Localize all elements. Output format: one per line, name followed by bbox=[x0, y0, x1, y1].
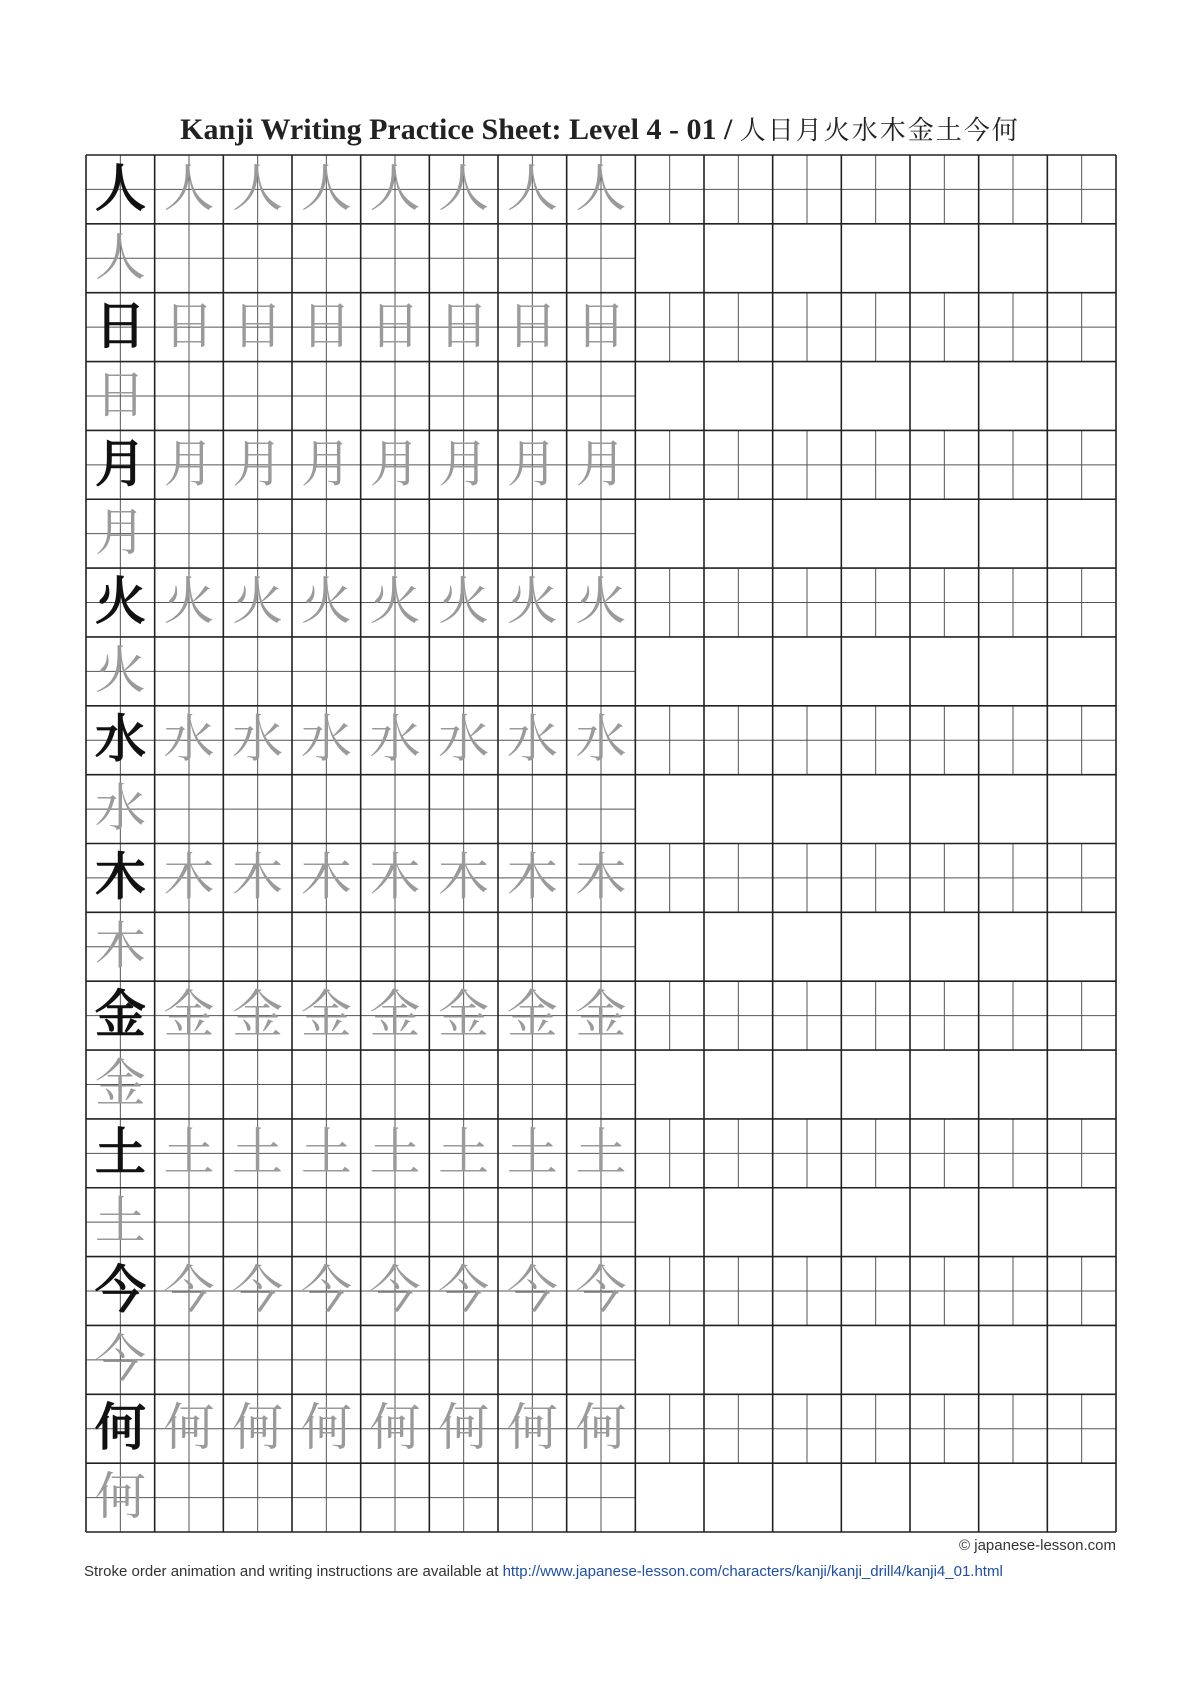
trace-kanji: 日 bbox=[232, 297, 284, 357]
model-kanji: 火 bbox=[94, 573, 146, 633]
trace-kanji: 金 bbox=[575, 986, 627, 1046]
trace-kanji: 水 bbox=[232, 710, 284, 770]
trace-kanji: 何 bbox=[575, 1399, 627, 1459]
trace-kanji: 今 bbox=[94, 1330, 146, 1390]
trace-kanji: 月 bbox=[300, 435, 352, 495]
grid-lines bbox=[86, 155, 1116, 1532]
footer bbox=[84, 1563, 1124, 1580]
trace-kanji: 水 bbox=[94, 779, 146, 839]
trace-kanji: 人 bbox=[232, 159, 284, 219]
trace-kanji: 土 bbox=[232, 1123, 284, 1183]
trace-kanji: 何 bbox=[163, 1399, 215, 1459]
trace-kanji: 今 bbox=[369, 1261, 421, 1321]
trace-kanji: 日 bbox=[94, 366, 146, 426]
trace-kanji: 金 bbox=[438, 986, 490, 1046]
trace-kanji: 今 bbox=[163, 1261, 215, 1321]
trace-kanji: 木 bbox=[232, 848, 284, 908]
trace-kanji: 金 bbox=[300, 986, 352, 1046]
trace-kanji: 金 bbox=[232, 986, 284, 1046]
trace-kanji: 人 bbox=[94, 228, 146, 288]
footer-text: Stroke order animation and writing instructions are available at bbox=[84, 1563, 503, 1580]
trace-kanji: 今 bbox=[300, 1261, 352, 1321]
trace-kanji: 日 bbox=[163, 297, 215, 357]
trace-kanji: 日 bbox=[300, 297, 352, 357]
trace-kanji: 月 bbox=[506, 435, 558, 495]
trace-kanji: 人 bbox=[506, 159, 558, 219]
model-kanji: 水 bbox=[94, 710, 146, 770]
trace-kanji: 月 bbox=[575, 435, 627, 495]
model-kanji: 月 bbox=[94, 435, 146, 495]
trace-kanji: 今 bbox=[438, 1261, 490, 1321]
trace-kanji: 月 bbox=[163, 435, 215, 495]
trace-kanji: 火 bbox=[369, 573, 421, 633]
trace-kanji: 火 bbox=[163, 573, 215, 633]
trace-kanji: 何 bbox=[438, 1399, 490, 1459]
footer-link[interactable]: http://www.japanese-lesson.com/characters/kanji/kanji_drill4/kanji4_01.html bbox=[502, 1563, 1003, 1580]
model-kanji: 何 bbox=[94, 1399, 146, 1459]
trace-kanji: 土 bbox=[575, 1123, 627, 1183]
trace-kanji: 木 bbox=[369, 848, 421, 908]
trace-kanji: 何 bbox=[369, 1399, 421, 1459]
trace-kanji: 木 bbox=[506, 848, 558, 908]
trace-kanji: 何 bbox=[300, 1399, 352, 1459]
trace-kanji: 木 bbox=[575, 848, 627, 908]
trace-kanji: 何 bbox=[94, 1468, 146, 1528]
model-kanji: 今 bbox=[94, 1261, 146, 1321]
model-kanji: 土 bbox=[94, 1123, 146, 1183]
trace-kanji: 月 bbox=[369, 435, 421, 495]
trace-kanji: 人 bbox=[369, 159, 421, 219]
trace-kanji: 水 bbox=[506, 710, 558, 770]
trace-kanji: 日 bbox=[575, 297, 627, 357]
trace-kanji: 水 bbox=[438, 710, 490, 770]
title-main: Kanji Writing Practice Sheet: Level 4 - 01 / bbox=[180, 113, 740, 146]
trace-kanji: 火 bbox=[438, 573, 490, 633]
trace-kanji: 人 bbox=[438, 159, 490, 219]
trace-kanji: 水 bbox=[163, 710, 215, 770]
trace-kanji: 土 bbox=[506, 1123, 558, 1183]
trace-kanji: 土 bbox=[300, 1123, 352, 1183]
trace-kanji: 今 bbox=[575, 1261, 627, 1321]
trace-kanji: 人 bbox=[300, 159, 352, 219]
trace-kanji: 土 bbox=[369, 1123, 421, 1183]
trace-kanji: 木 bbox=[300, 848, 352, 908]
trace-kanji: 火 bbox=[94, 641, 146, 701]
trace-kanji: 土 bbox=[438, 1123, 490, 1183]
model-kanji: 金 bbox=[94, 986, 146, 1046]
model-kanji: 人 bbox=[94, 159, 146, 219]
trace-kanji: 日 bbox=[438, 297, 490, 357]
trace-kanji: 何 bbox=[232, 1399, 284, 1459]
trace-kanji: 人 bbox=[163, 159, 215, 219]
trace-kanji: 火 bbox=[300, 573, 352, 633]
trace-kanji: 木 bbox=[163, 848, 215, 908]
trace-kanji: 木 bbox=[94, 917, 146, 977]
trace-kanji: 火 bbox=[232, 573, 284, 633]
trace-kanji: 月 bbox=[94, 504, 146, 564]
trace-kanji: 土 bbox=[94, 1192, 146, 1252]
model-kanji: 日 bbox=[94, 297, 146, 357]
trace-kanji: 今 bbox=[506, 1261, 558, 1321]
model-kanji: 木 bbox=[94, 848, 146, 908]
trace-kanji: 人 bbox=[575, 159, 627, 219]
trace-kanji: 今 bbox=[232, 1261, 284, 1321]
trace-kanji: 月 bbox=[438, 435, 490, 495]
copyright: © japanese-lesson.com bbox=[959, 1537, 1116, 1554]
trace-kanji: 木 bbox=[438, 848, 490, 908]
trace-kanji: 水 bbox=[369, 710, 421, 770]
trace-kanji: 火 bbox=[506, 573, 558, 633]
trace-kanji: 何 bbox=[506, 1399, 558, 1459]
trace-kanji: 水 bbox=[575, 710, 627, 770]
trace-kanji: 水 bbox=[300, 710, 352, 770]
trace-kanji: 火 bbox=[575, 573, 627, 633]
trace-kanji: 日 bbox=[369, 297, 421, 357]
trace-kanji: 日 bbox=[506, 297, 558, 357]
trace-kanji: 金 bbox=[94, 1054, 146, 1114]
trace-kanji: 金 bbox=[163, 986, 215, 1046]
trace-kanji: 月 bbox=[232, 435, 284, 495]
trace-kanji: 金 bbox=[506, 986, 558, 1046]
trace-kanji: 金 bbox=[369, 986, 421, 1046]
trace-kanji: 土 bbox=[163, 1123, 215, 1183]
title-kanji-list: 人日月火水木金土今何 bbox=[739, 116, 1020, 146]
